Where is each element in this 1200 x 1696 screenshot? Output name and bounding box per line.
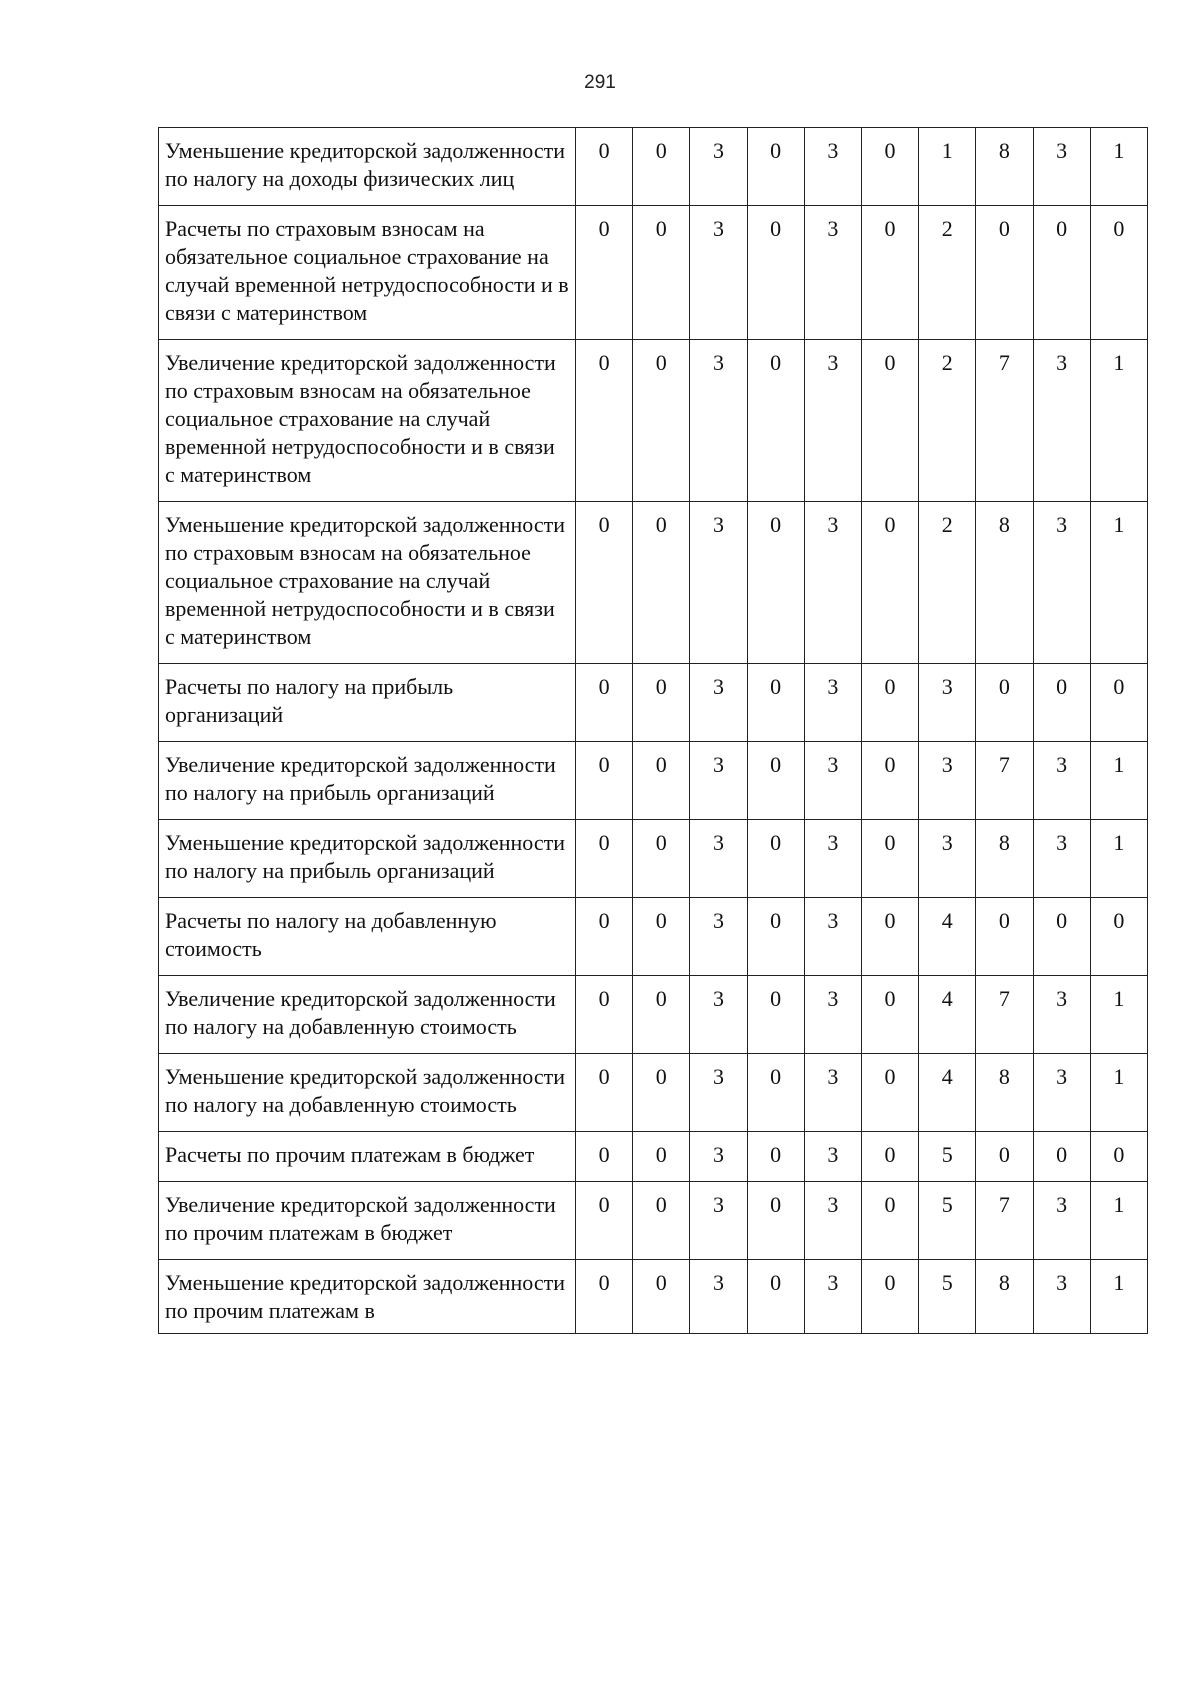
code-digit-cell: 7 [976,976,1033,1054]
code-digit-cell: 0 [747,128,804,206]
code-digit-cell: 0 [633,1260,690,1334]
code-digit-cell: 0 [861,664,918,742]
code-digit-cell: 0 [1033,898,1090,976]
code-digit-cell: 8 [976,820,1033,898]
code-digit-cell: 1 [1090,976,1147,1054]
code-digit-cell: 7 [976,742,1033,820]
code-digit-cell: 0 [861,898,918,976]
code-digit-cell: 0 [576,1260,633,1334]
code-digit-cell: 0 [747,820,804,898]
code-digit-cell: 0 [747,664,804,742]
code-digit-cell: 4 [919,898,976,976]
account-name-cell: Уменьшение кредиторской задолженности по налогу на доходы физических лиц [159,128,576,206]
code-digit-cell: 0 [633,742,690,820]
code-digit-cell: 3 [1033,976,1090,1054]
code-digit-cell: 2 [919,502,976,664]
code-digit-cell: 3 [804,1132,861,1182]
table-row [159,1182,1148,1260]
table-row [159,820,1148,898]
code-digit-cell: 0 [976,206,1033,340]
account-name-cell: Увеличение кредиторской задолженности по налогу на прибыль организаций [159,742,576,820]
code-digit-cell: 3 [690,664,747,742]
code-digit-cell: 1 [1090,1182,1147,1260]
account-name-cell: Уменьшение кредиторской задолженности по прочим платежам в [159,1260,576,1334]
code-digit-cell: 0 [576,1182,633,1260]
code-digit-cell: 0 [861,502,918,664]
code-digit-cell: 0 [576,820,633,898]
code-digit-cell: 3 [690,1054,747,1132]
code-digit-cell: 2 [919,340,976,502]
code-digit-cell: 0 [633,976,690,1054]
code-digit-cell: 0 [576,976,633,1054]
account-codes-table [158,127,1148,1334]
code-digit-cell: 0 [747,1054,804,1132]
code-digit-cell: 1 [1090,742,1147,820]
code-digit-cell: 5 [919,1132,976,1182]
code-digit-cell: 0 [576,1132,633,1182]
code-digit-cell: 3 [804,1260,861,1334]
code-digit-cell: 3 [690,1182,747,1260]
code-digit-cell: 3 [1033,1260,1090,1334]
account-name-cell: Уменьшение кредиторской задолженности по налогу на прибыль организаций [159,820,576,898]
code-digit-cell: 0 [576,128,633,206]
code-digit-cell: 0 [1090,898,1147,976]
code-digit-cell: 0 [747,502,804,664]
code-digit-cell: 0 [861,742,918,820]
code-digit-cell: 0 [747,898,804,976]
code-digit-cell: 3 [804,664,861,742]
code-digit-cell: 0 [861,340,918,502]
account-name-cell: Уменьшение кредиторской задолженности по налогу на добавленную стоимость [159,1054,576,1132]
code-digit-cell: 7 [976,340,1033,502]
code-digit-cell: 3 [1033,502,1090,664]
code-digit-cell: 0 [861,1260,918,1334]
code-digit-cell: 0 [1033,664,1090,742]
code-digit-cell: 0 [861,1132,918,1182]
code-digit-cell: 0 [633,1054,690,1132]
code-digit-cell: 5 [919,1260,976,1334]
code-digit-cell: 0 [576,664,633,742]
code-digit-cell: 1 [1090,502,1147,664]
code-digit-cell: 3 [804,820,861,898]
code-digit-cell: 3 [690,1132,747,1182]
code-digit-cell: 3 [919,742,976,820]
code-digit-cell: 3 [804,128,861,206]
code-digit-cell: 3 [804,1054,861,1132]
code-digit-cell: 0 [633,664,690,742]
code-digit-cell: 3 [690,206,747,340]
code-digit-cell: 0 [976,1132,1033,1182]
code-digit-cell: 2 [919,206,976,340]
table-row [159,340,1148,502]
code-digit-cell: 4 [919,976,976,1054]
code-digit-cell: 3 [919,664,976,742]
table-row [159,742,1148,820]
code-digit-cell: 0 [576,502,633,664]
code-digit-cell: 3 [690,820,747,898]
code-digit-cell: 0 [576,898,633,976]
code-digit-cell: 0 [747,1182,804,1260]
code-digit-cell: 5 [919,1182,976,1260]
code-digit-cell: 3 [804,976,861,1054]
code-digit-cell: 7 [976,1182,1033,1260]
code-digit-cell: 0 [1033,1132,1090,1182]
code-digit-cell: 0 [861,1054,918,1132]
table-row [159,502,1148,664]
account-name-cell: Расчеты по прочим платежам в бюджет [159,1132,576,1182]
code-digit-cell: 3 [804,502,861,664]
code-digit-cell: 3 [1033,1182,1090,1260]
code-digit-cell: 3 [919,820,976,898]
code-digit-cell: 3 [1033,1054,1090,1132]
code-digit-cell: 0 [976,664,1033,742]
code-digit-cell: 3 [690,742,747,820]
code-digit-cell: 0 [861,206,918,340]
account-name-cell: Увеличение кредиторской задолженности по страховым взносам на обязательное социальное страхование на случай временной нетрудоспособности и в связи с материнством [159,340,576,502]
code-digit-cell: 0 [633,1132,690,1182]
code-digit-cell: 1 [1090,128,1147,206]
code-digit-cell: 0 [1090,664,1147,742]
code-digit-cell: 8 [976,128,1033,206]
code-digit-cell: 0 [976,898,1033,976]
code-digit-cell: 0 [747,1132,804,1182]
code-digit-cell: 0 [633,502,690,664]
table-row [159,1132,1148,1182]
code-digit-cell: 0 [1033,206,1090,340]
code-digit-cell: 0 [1090,206,1147,340]
account-name-cell: Расчеты по налогу на прибыль организаций [159,664,576,742]
code-digit-cell: 3 [804,742,861,820]
code-digit-cell: 0 [633,206,690,340]
account-name-cell: Расчеты по страховым взносам на обязательное социальное страхование на случай временной нетрудоспособности и в связи с материнством [159,206,576,340]
code-digit-cell: 0 [861,1182,918,1260]
table-row [159,128,1148,206]
code-digit-cell: 0 [576,340,633,502]
code-digit-cell: 3 [804,206,861,340]
code-digit-cell: 1 [1090,1054,1147,1132]
code-digit-cell: 8 [976,502,1033,664]
code-digit-cell: 3 [690,898,747,976]
code-digit-cell: 3 [1033,128,1090,206]
code-digit-cell: 0 [747,206,804,340]
code-digit-cell: 8 [976,1054,1033,1132]
code-digit-cell: 0 [1090,1132,1147,1182]
table-row [159,976,1148,1054]
code-digit-cell: 0 [576,1054,633,1132]
account-name-cell: Расчеты по налогу на добавленную стоимость [159,898,576,976]
code-digit-cell: 0 [633,340,690,502]
page-number: 291 [584,72,616,93]
code-digit-cell: 3 [804,898,861,976]
code-digit-cell: 0 [633,898,690,976]
account-name-cell: Уменьшение кредиторской задолженности по страховым взносам на обязательное социальное страхование на случай временной нетрудоспособности и в связи с материнством [159,502,576,664]
code-digit-cell: 1 [1090,340,1147,502]
code-digit-cell: 3 [690,502,747,664]
code-digit-cell: 3 [1033,820,1090,898]
table-row [159,1260,1148,1334]
code-digit-cell: 3 [1033,742,1090,820]
code-digit-cell: 8 [976,1260,1033,1334]
code-digit-cell: 0 [633,820,690,898]
code-digit-cell: 0 [861,820,918,898]
code-digit-cell: 3 [804,340,861,502]
account-name-cell: Увеличение кредиторской задолженности по прочим платежам в бюджет [159,1182,576,1260]
code-digit-cell: 0 [576,206,633,340]
code-digit-cell: 1 [1090,820,1147,898]
code-digit-cell: 4 [919,1054,976,1132]
code-digit-cell: 3 [690,128,747,206]
table-row [159,206,1148,340]
code-digit-cell: 1 [1090,1260,1147,1334]
code-digit-cell: 3 [804,1182,861,1260]
code-digit-cell: 0 [861,976,918,1054]
table-row [159,664,1148,742]
table-body [159,128,1148,1334]
code-digit-cell: 0 [633,128,690,206]
code-digit-cell: 3 [690,1260,747,1334]
code-digit-cell: 0 [747,1260,804,1334]
code-digit-cell: 3 [690,976,747,1054]
code-digit-cell: 0 [747,340,804,502]
code-digit-cell: 0 [576,742,633,820]
code-digit-cell: 0 [747,976,804,1054]
account-name-cell: Увеличение кредиторской задолженности по налогу на добавленную стоимость [159,976,576,1054]
code-digit-cell: 0 [747,742,804,820]
code-digit-cell: 3 [690,340,747,502]
code-digit-cell: 3 [1033,340,1090,502]
code-digit-cell: 0 [861,128,918,206]
table-row [159,898,1148,976]
table-row [159,1054,1148,1132]
code-digit-cell: 0 [633,1182,690,1260]
code-digit-cell: 1 [919,128,976,206]
